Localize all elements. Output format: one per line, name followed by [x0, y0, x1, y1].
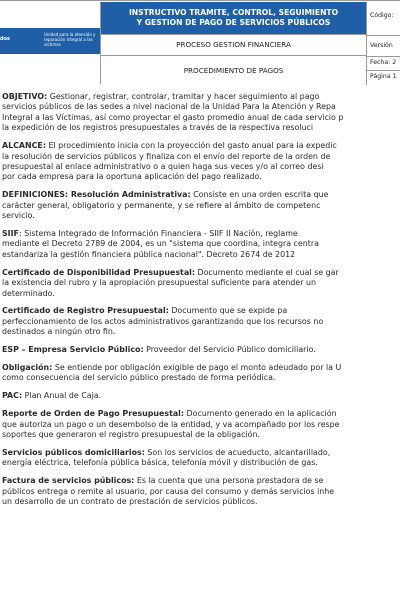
- section-paragraph: [2, 476, 400, 507]
- section-paragraph: [2, 391, 400, 401]
- paragraph-line: [2, 239, 400, 249]
- title-line-1: INSTRUCTIVO TRAMITE, CONTROL, SEGUIMIENTO: [128, 8, 339, 17]
- meta-version: Versión: [370, 42, 393, 49]
- paragraph-text: perfeccionamiento de los actos administrativos garantizando que los recursos no: [2, 316, 324, 326]
- paragraph-line: [2, 306, 400, 316]
- paragraph-text: la resolución de servicios públicos y finaliza con el envío del reporte de la orden de: [2, 151, 331, 161]
- paragraph-line: [2, 113, 400, 123]
- paragraph-text: El procedimiento inicia con la proyección del gasto anual para la expedic: [45, 141, 337, 151]
- paragraph-line: [2, 363, 400, 373]
- paragraph-text: Son los servicios de acueducto, alcantarillado,: [144, 447, 331, 457]
- section-paragraph: [2, 141, 400, 183]
- paragraph-line: [2, 172, 400, 182]
- paragraph-text: que autoriza un pago o un desembolso de la entidad, y va acompañado por los respe: [2, 419, 340, 429]
- meta-divider: [367, 35, 400, 36]
- section-paragraph: [2, 363, 400, 384]
- paragraph-text: soportes que generaron el registro presupuestal de la obligación.: [2, 430, 260, 440]
- logo-text: Unidad para la atención y reparación integral a las víctimas: [44, 32, 96, 47]
- paragraph-text: Gestionar, registrar, controlar, tramitar y hacer seguimiento al pago: [47, 92, 320, 101]
- document-meta: [366, 2, 400, 85]
- paragraph-text: Plan Anual de Caja.: [22, 391, 102, 401]
- paragraph-line: [2, 391, 400, 401]
- paragraph-line: [2, 373, 400, 383]
- definition-term: DEFINICIONES: Resolución Administrativa:: [2, 190, 191, 200]
- section-paragraph: [2, 345, 400, 355]
- paragraph-line: [2, 497, 400, 507]
- paragraph-text: estandariza la gestión financiera pública nacional". Decreto 2674 de 2012: [2, 249, 296, 259]
- paragraph-line: [2, 102, 400, 112]
- paragraph-text: Consiste en una orden escrita que: [190, 190, 329, 200]
- section-paragraph: [2, 190, 400, 221]
- paragraph-line: [2, 476, 400, 486]
- paragraph-line: [2, 458, 400, 468]
- paragraph-text: Se entiende por obligación exigible de pago el monto adeudado por la U: [52, 363, 342, 373]
- section-paragraph: [2, 92, 400, 134]
- paragraph-line: [2, 123, 400, 133]
- paragraph-text: Documento generado en la aplicación: [184, 409, 337, 419]
- definition-term: Reporte de Orden de Pago Presupuestal:: [2, 409, 185, 419]
- paragraph-line: [2, 250, 400, 260]
- paragraph-text: como consecuencia del servicio público prestado de forma periódica.: [2, 373, 276, 383]
- definition-term: ESP – Empresa Servicio Público:: [2, 345, 144, 355]
- paragraph-line: [2, 409, 400, 419]
- logo-cell: [0, 2, 101, 84]
- paragraph-text: Documento que se expide pa: [168, 306, 288, 316]
- meta-code: Código:: [370, 12, 394, 19]
- paragraph-line: [2, 289, 400, 299]
- paragraph-text: Integral a las Víctimas, así como proyectar el gasto promedio anual de cada servicio p: [2, 112, 344, 122]
- paragraph-text: servicios públicos de las sedes a nivel nacional de la Unidad Para la Atención y Repa: [2, 102, 336, 112]
- paragraph-line: [2, 201, 400, 211]
- document-header: [0, 0, 400, 85]
- paragraph-text: presupuestal al enlace administrativo o a quien haga sus veces y/o al correo desi: [2, 161, 324, 171]
- paragraph-line: [2, 92, 400, 102]
- paragraph-line: [2, 190, 400, 200]
- paragraph-line: [2, 448, 400, 458]
- meta-divider: [367, 56, 400, 57]
- paragraph-line: [2, 487, 400, 497]
- process-name: PROCESO GESTION FINANCIERA: [101, 35, 366, 56]
- paragraph-line: [2, 420, 400, 430]
- document-body: [2, 92, 400, 515]
- definition-term: ALCANCE:: [2, 141, 46, 151]
- meta-page: Página 1: [370, 73, 397, 80]
- paragraph-text: energía eléctrica, telefonía pública básica, telefonía móvil y distribución de gas.: [2, 458, 318, 468]
- document-title: [101, 2, 366, 35]
- section-paragraph: [2, 448, 400, 469]
- paragraph-line: [2, 211, 400, 221]
- paragraph-line: [2, 430, 400, 440]
- meta-divider: [367, 70, 400, 71]
- definition-term: SIIF: [2, 228, 19, 238]
- section-paragraph: [2, 268, 400, 299]
- paragraph-text: destinados a ningún otro fin.: [2, 327, 116, 337]
- paragraph-text: por cada empresa para la oportuna aplicación del pago realizado.: [2, 172, 262, 182]
- definition-term: Servicios públicos domiciliarios:: [2, 447, 145, 457]
- section-paragraph: [2, 229, 400, 260]
- section-paragraph: [2, 306, 400, 337]
- paragraph-text: Documento mediante el cual se gar: [195, 267, 339, 277]
- paragraph-text: Es la cuenta que una persona prestadora de se: [134, 476, 324, 486]
- paragraph-text: : Sistema Integrado de Información Financiera - SIIF II Nación, reglame: [18, 228, 298, 238]
- paragraph-text: un desarrollo de un contrato de prestación de servicios públicos.: [2, 497, 258, 507]
- paragraph-line: [2, 327, 400, 337]
- institution-logo: [0, 28, 100, 54]
- procedure-name: PROCEDIMIENTO DE PAGOS: [183, 66, 284, 75]
- paragraph-line: [2, 162, 400, 172]
- paragraph-text: determinado.: [2, 288, 55, 298]
- definition-term: Obligación:: [2, 363, 53, 373]
- definition-term: PAC:: [2, 391, 23, 401]
- meta-date: Fecha: 2: [370, 59, 397, 66]
- paragraph-text: carácter general, obligatorio y permanente, y se refiere al ámbito de competenc: [2, 200, 321, 210]
- paragraph-text: la expedición de los registros presupuestales a través de la respectiva resoluci: [2, 123, 314, 133]
- paragraph-text: mediante el Decreto 2789 de 2004, es un "sistema que coordina, integra centra: [2, 239, 319, 249]
- paragraph-line: [2, 345, 400, 355]
- definition-term: Factura de servicios públicos:: [2, 476, 135, 486]
- paragraph-line: [2, 268, 400, 278]
- paragraph-text: la existencia del rubro y la apropiación presupuestal suficiente para atender un: [2, 278, 317, 288]
- paragraph-line: [2, 278, 400, 288]
- paragraph-line: [2, 317, 400, 327]
- section-paragraph: [2, 409, 400, 440]
- definition-term: Certificado de Disponibilidad Presupuestal:: [2, 267, 196, 277]
- title-line-2: Y GESTION DE PAGO DE SERVICIOS PÚBLICOS: [136, 18, 331, 27]
- definition-term: OBJETIVO:: [2, 92, 48, 101]
- paragraph-line: [2, 141, 400, 151]
- paragraph-line: [2, 229, 400, 239]
- paragraph-text: servicio.: [2, 211, 35, 221]
- paragraph-text: Proveedor del Servicio Público domiciliario.: [143, 345, 316, 355]
- paragraph-line: [2, 152, 400, 162]
- definition-term: Certificado de Registro Presupuestal:: [2, 306, 169, 316]
- paragraph-text: públicos entrega o remite al usuario, por causa del consumo y demás servicios inhe: [2, 486, 335, 496]
- logo-tag: dos: [0, 36, 10, 42]
